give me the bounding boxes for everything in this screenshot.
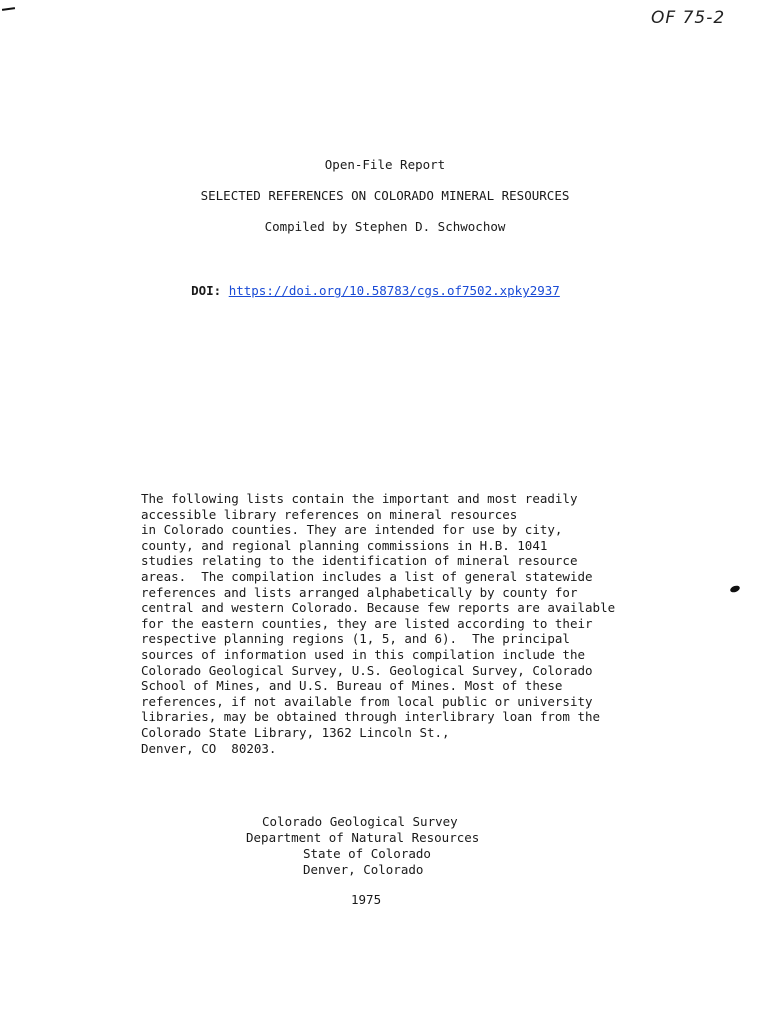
doi-link[interactable]: https://doi.org/10.58783/cgs.of7502.xpky2937 bbox=[228, 283, 560, 298]
report-type: Open-File Report bbox=[324, 157, 446, 172]
abstract-line: Colorado Geological Survey, U.S. Geological Survey, Colorado bbox=[141, 662, 593, 678]
report-number-stamp: OF 75-2 bbox=[651, 8, 726, 28]
abstract-paragraph bbox=[141, 491, 661, 756]
abstract-line: Denver, CO 80203. bbox=[141, 740, 277, 756]
abstract-line: references and lists arranged alphabetically by county for bbox=[141, 584, 578, 600]
abstract-line: in Colorado counties. They are intended for use by city, bbox=[141, 522, 563, 538]
scan-mark-right bbox=[729, 584, 740, 593]
abstract-line: respective planning regions (1, 5, and 6). The principal bbox=[141, 631, 570, 647]
abstract-line: sources of information used in this compilation include the bbox=[141, 646, 586, 662]
publisher-state: State of Colorado bbox=[303, 846, 431, 861]
publisher-city: Denver, Colorado bbox=[303, 862, 424, 877]
compiler-line: Compiled by Stephen D. Schwochow bbox=[264, 219, 506, 234]
abstract-line: libraries, may be obtained through interlibrary loan from the bbox=[141, 709, 601, 725]
scan-mark-top-left bbox=[2, 7, 15, 11]
report-title: SELECTED REFERENCES ON COLORADO MINERAL RESOURCES bbox=[200, 188, 570, 203]
abstract-line: county, and regional planning commissions in H.B. 1041 bbox=[141, 537, 548, 553]
abstract-line: The following lists contain the important and most readily bbox=[141, 491, 578, 506]
abstract-line: central and western Colorado. Because few reports are available bbox=[141, 600, 616, 616]
abstract-line: areas. The compilation includes a list of general statewide bbox=[141, 568, 593, 584]
abstract-line: studies relating to the identification of mineral resource bbox=[141, 553, 578, 569]
abstract-line: accessible library references on mineral resources bbox=[141, 506, 518, 522]
doi-line bbox=[176, 268, 560, 298]
doi-label: DOI: bbox=[191, 283, 222, 298]
abstract-line: Colorado State Library, 1362 Lincoln St., bbox=[141, 724, 450, 740]
abstract-line: School of Mines, and U.S. Bureau of Mines. Most of these bbox=[141, 678, 563, 694]
abstract-line: references, if not available from local public or university bbox=[141, 693, 593, 709]
publisher-org: Colorado Geological Survey bbox=[262, 814, 458, 829]
publication-year: 1975 bbox=[351, 892, 382, 907]
abstract-line: for the eastern counties, they are listed according to their bbox=[141, 615, 593, 631]
publisher-department: Department of Natural Resources bbox=[246, 830, 480, 845]
